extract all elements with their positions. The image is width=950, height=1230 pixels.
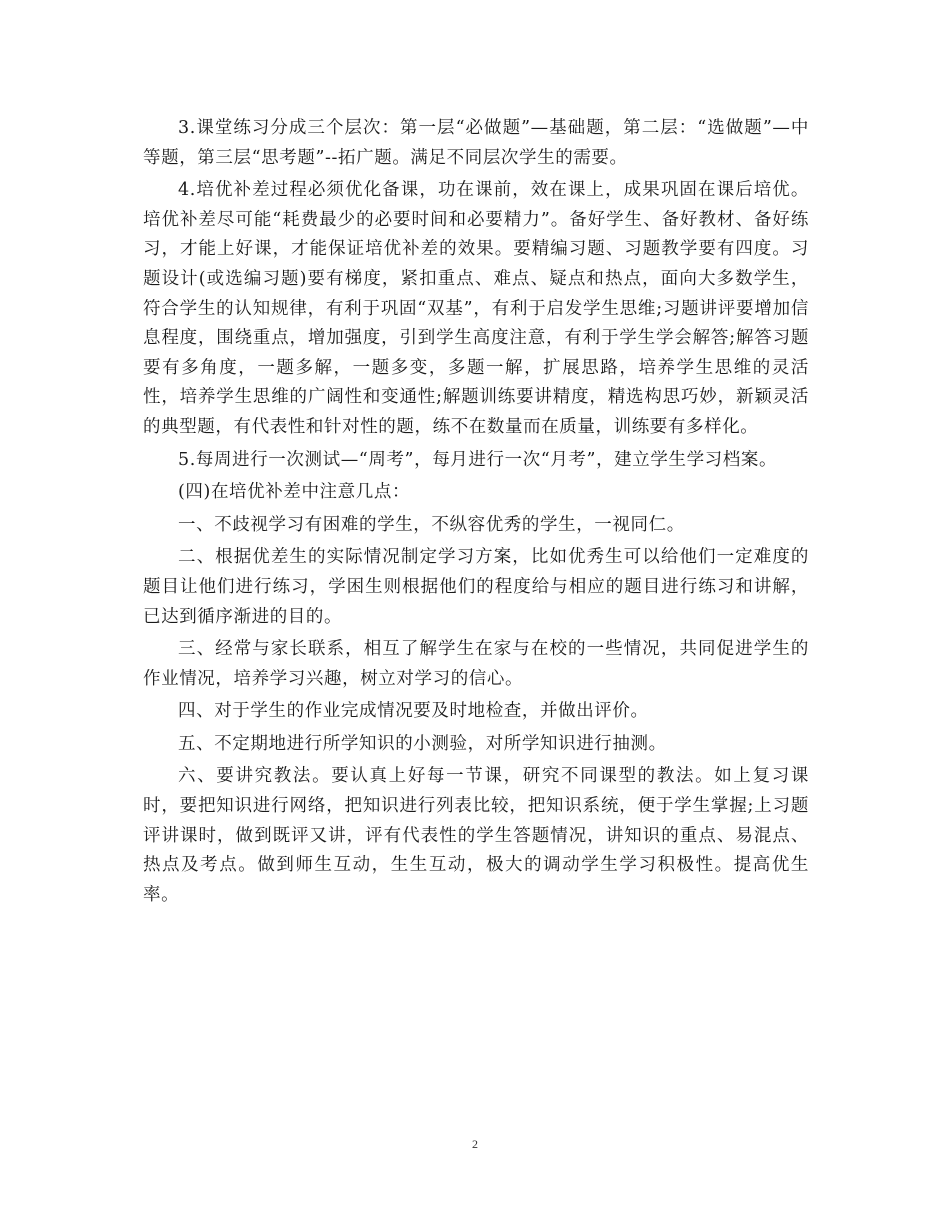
paragraph-lesson-prep: 4.培优补差过程必须优化备课，功在课前，效在课上，成果巩固在课后培优。培优补差尽可能“耗费最少的必要时间和必要精力”。备好学生、备好教材、备好练习，才能上好课，才能保证培优补差的效果。要精编习题、习题教学要有四度。习题设计(或选编习题)要有梯度，紧扣重点、难点、疑点和热点，面向大多数学生，符合学生的认知规律，有利于巩固“双基”，有利于启发学生思维;习题讲评要增加信息程度，围绕重点，增加强度，引到学生高度注意，有利于学生学会解答;解答习题要有多角度，一题多解，一题多变，多题一解，扩展思路，培养学生思维的灵活性，培养学生思维的广阔性和变通性;解题训练要讲精度，精选构思巧妙，新颖灵活的典型题，有代表性和针对性的题，练不在数量而在质量，训练要有多样化。 [143, 180, 809, 437]
page-number: 2 [472, 1137, 478, 1151]
paragraph-weekly-test: 5.每周进行一次测试—“周考”，每月进行一次“月考”，建立学生学习档案。 [178, 449, 778, 470]
paragraph-point-3: 三、经常与家长联系，相互了解学生在家与在校的一些情况，共同促进学生的作业情况，培养学习兴趣，树立对学习的信心。 [143, 639, 809, 689]
paragraph-point-5: 五、不定期地进行所学知识的小测验，对所学知识进行抽测。 [178, 733, 667, 754]
document-body [143, 114, 809, 913]
paragraph-point-4: 四、对于学生的作业完成情况要及时地检查，并做出评价。 [178, 701, 649, 722]
paragraph-point-2: 二、根据优差生的实际情况制定学习方案，比如优秀生可以给他们一定难度的题目让他们进行练习，学困生则根据他们的程度给与相应的题目进行练习和讲解，已达到循序渐进的目的。 [143, 547, 809, 627]
paragraph-point-6: 六、要讲究教法。要认真上好每一节课，研究不同课型的教法。如上复习课时，要把知识进行网络，把知识进行列表比较，把知识系统，便于学生掌握;上习题评讲课时，做到既评又讲，评有代表性的学生答题情况，讲知识的重点、易混点、热点及考点。做到师生互动，生生互动，极大的调动学生学习积极性。提高优生率。 [143, 766, 809, 905]
paragraph-point-1: 一、不歧视学习有困难的学生，不纵容优秀的学生，一视同仁。 [178, 514, 685, 535]
section-heading-notes: (四)在培优补差中注意几点： [178, 482, 411, 503]
paragraph-practice-levels: 3.课堂练习分成三个层次：第一层“必做题”—基础题，第二层：“选做题”—中等题，第三层“思考题”--拓广题。满足不同层次学生的需要。 [143, 118, 809, 168]
